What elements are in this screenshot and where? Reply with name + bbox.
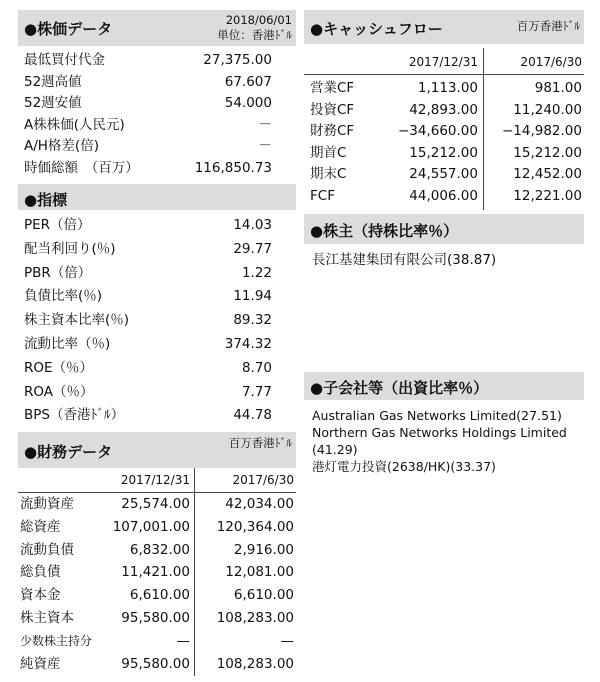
financial-row-value-1: —: [176, 632, 190, 649]
indicator-row-value: 374.32: [224, 336, 272, 352]
financial-row-value-2: 2,916.00: [233, 541, 294, 558]
cashflow-col2-header: 2017/6/30: [520, 55, 582, 69]
financial-row-value-1: 6,610.00: [129, 587, 190, 604]
financial-row-label: 流動資産: [20, 496, 74, 512]
cashflow-row-label: FCF: [310, 187, 335, 204]
indicator-row: [24, 263, 272, 283]
financial-row-label: 総負債: [20, 564, 61, 581]
financial-row-value-2: 42,034.00: [225, 496, 294, 512]
stock-row: [24, 93, 272, 113]
financial-row-value-2: 120,364.00: [216, 518, 294, 535]
indicator-row-label: 配当利回り(％): [24, 240, 116, 257]
stock-row-value: 67.607: [224, 73, 272, 90]
stock-row: [24, 136, 272, 156]
financial-row-value-1: 6,832.00: [129, 541, 190, 558]
subsidiary-item: Australian Gas Networks Limited(27.51): [312, 408, 562, 423]
cashflow-row-value-2: 12,452.00: [513, 166, 582, 182]
financial-row-value-2: 12,081.00: [225, 564, 294, 581]
financial-row-label: 株主資本: [20, 610, 74, 626]
cashflow-row-label: 期末C: [310, 166, 347, 182]
stock-row-value: 27,375.00: [203, 52, 272, 68]
financial-row-value-2: 108,283.00: [216, 655, 294, 672]
financial-title: ●財務データ: [24, 443, 113, 461]
cashflow-row: [310, 121, 582, 141]
stock-row: [24, 158, 272, 178]
stock-row-label: A株株価(人民元): [24, 116, 125, 133]
stock-row: [24, 50, 272, 70]
indicator-row-label: 株主資本比率(％): [24, 312, 130, 329]
cashflow-row-value-1: 1,113.00: [417, 80, 478, 96]
cashflow-row-value-1: 42,893.00: [409, 101, 478, 118]
shareholders-header: [304, 214, 584, 244]
financial-row: [20, 540, 294, 560]
financial-unit: 百万香港ﾄﾞﾙ: [228, 436, 292, 450]
financial-header: [18, 432, 296, 468]
indicator-row: [24, 215, 272, 235]
cashflow-row-value-1: 15,212.00: [409, 144, 478, 161]
cashflow-row-label: 財務CF: [310, 123, 355, 139]
stock-row-label: 時価総額 （百万）: [24, 159, 139, 176]
stock-row: [24, 115, 272, 135]
financial-row-label: 純資産: [20, 655, 61, 672]
financial-row-value-2: —: [280, 632, 294, 649]
stock-header: [18, 10, 296, 46]
financial-row-value-2: 108,283.00: [216, 610, 294, 626]
stock-row-value: 116,850.73: [194, 159, 272, 176]
cashflow-row-label: 投資CF: [310, 101, 355, 118]
stock-row-value: 54.000: [224, 95, 272, 111]
stock-unit: 単位：香港ﾄﾞﾙ: [217, 28, 292, 42]
indicators-header: [18, 184, 296, 210]
shareholder-item: 長江基建集団有限公司(38.87): [312, 252, 497, 268]
financial-row-value-1: 11,421.00: [121, 564, 190, 581]
indicator-row: [24, 334, 272, 354]
stock-row: [24, 72, 272, 92]
indicator-row-label: PBR（倍）: [24, 264, 92, 281]
financial-row-value-2: 6,610.00: [233, 587, 294, 604]
indicator-row-value: 29.77: [233, 240, 272, 257]
cashflow-row-value-2: 981.00: [534, 80, 582, 96]
financial-row: [20, 654, 294, 674]
indicator-row-value: 7.77: [241, 383, 272, 400]
subsidiaries-header: [304, 372, 584, 400]
cashflow-row: [310, 143, 582, 163]
subsidiary-item: 港灯電力投資(2638/HK)(33.37): [312, 459, 496, 474]
indicator-row: [24, 405, 272, 425]
indicator-row: [24, 382, 272, 402]
cashflow-header: [304, 10, 584, 44]
indicator-row-value: 89.32: [233, 312, 272, 329]
indicator-row-value: 1.22: [241, 264, 272, 281]
stock-row-label: A/H格差(倍): [24, 138, 99, 154]
financial-row: [20, 631, 294, 651]
financial-row-label: 資本金: [20, 587, 61, 604]
financial-row: [20, 562, 294, 582]
stock-row-label: 52週高値: [24, 73, 82, 90]
indicator-row-label: 流動比率（％): [24, 336, 111, 352]
subsidiary-item: Northern Gas Networks Holdings Limited: [312, 425, 567, 440]
stock-row-value: －: [258, 138, 272, 154]
subsidiaries-title: ●子会社等（出資比率％）: [310, 379, 489, 397]
cashflow-row-value-2: 15,212.00: [513, 144, 582, 161]
indicator-row-value: 44.78: [233, 407, 272, 424]
indicator-row: [24, 310, 272, 330]
shareholders-title: ●株主（持株比率％）: [310, 222, 459, 240]
cashflow-row-value-1: 24,557.00: [409, 166, 478, 182]
financial-row-label: 流動負債: [20, 541, 74, 558]
financial-col2-header: 2017/6/30: [232, 473, 294, 487]
financial-row-value-1: 95,580.00: [121, 655, 190, 672]
financial-row-value-1: 95,580.00: [121, 610, 190, 626]
financial-row-value-1: 25,574.00: [121, 496, 190, 512]
indicator-row-value: 11.94: [233, 288, 272, 305]
cashflow-row-value-1: −34,660.00: [397, 123, 478, 139]
cashflow-row: [310, 78, 582, 98]
cashflow-row-value-2: 11,240.00: [513, 101, 582, 118]
financial-divider: [18, 492, 296, 493]
stock-row-label: 最低買付代金: [24, 52, 105, 68]
cashflow-row: [310, 164, 582, 184]
financial-row-label: 総資産: [20, 518, 61, 535]
financial-col1-header: 2017/12/31: [120, 473, 190, 487]
indicators-title: ●指標: [24, 191, 68, 209]
cashflow-row-label: 営業CF: [310, 80, 355, 96]
indicator-row-value: 14.03: [233, 217, 272, 233]
cashflow-row-label: 期首C: [310, 144, 347, 161]
indicator-row: [24, 239, 272, 259]
indicator-row-value: 8.70: [241, 359, 272, 376]
indicator-row-label: BPS（香港ﾄﾞﾙ）: [24, 407, 125, 424]
cashflow-divider: [304, 74, 584, 75]
stock-title: ●株価データ: [24, 20, 113, 38]
financial-row-value-1: 107,001.00: [112, 518, 190, 535]
cashflow-row-value-2: 12,221.00: [513, 187, 582, 204]
indicator-row: [24, 286, 272, 306]
indicator-row-label: ROA（％）: [24, 383, 94, 400]
stock-row-value: －: [258, 116, 272, 133]
financial-row: [20, 517, 294, 537]
cashflow-row: [310, 100, 582, 120]
cashflow-row-value-2: −14,982.00: [501, 123, 582, 139]
indicator-row: [24, 358, 272, 378]
cashflow-title: ●キャッシュフロー: [310, 20, 443, 38]
indicator-row-label: PER（倍）: [24, 217, 91, 233]
cashflow-unit: 百万香港ﾄﾞﾙ: [516, 19, 580, 33]
financial-row-label: 少数株主持分: [20, 633, 93, 648]
stock-row-label: 52週安値: [24, 95, 82, 111]
indicator-row-label: ROE（％）: [24, 359, 94, 376]
financial-row: [20, 494, 294, 514]
financial-row: [20, 608, 294, 628]
financial-row: [20, 585, 294, 605]
cashflow-row-value-1: 44,006.00: [409, 187, 478, 204]
stock-date: 2018/06/01: [225, 13, 292, 27]
indicator-row-label: 負債比率(％): [24, 288, 103, 305]
subsidiary-item: (41.29): [312, 442, 358, 457]
cashflow-row: [310, 186, 582, 206]
cashflow-col1-header: 2017/12/31: [408, 55, 478, 69]
